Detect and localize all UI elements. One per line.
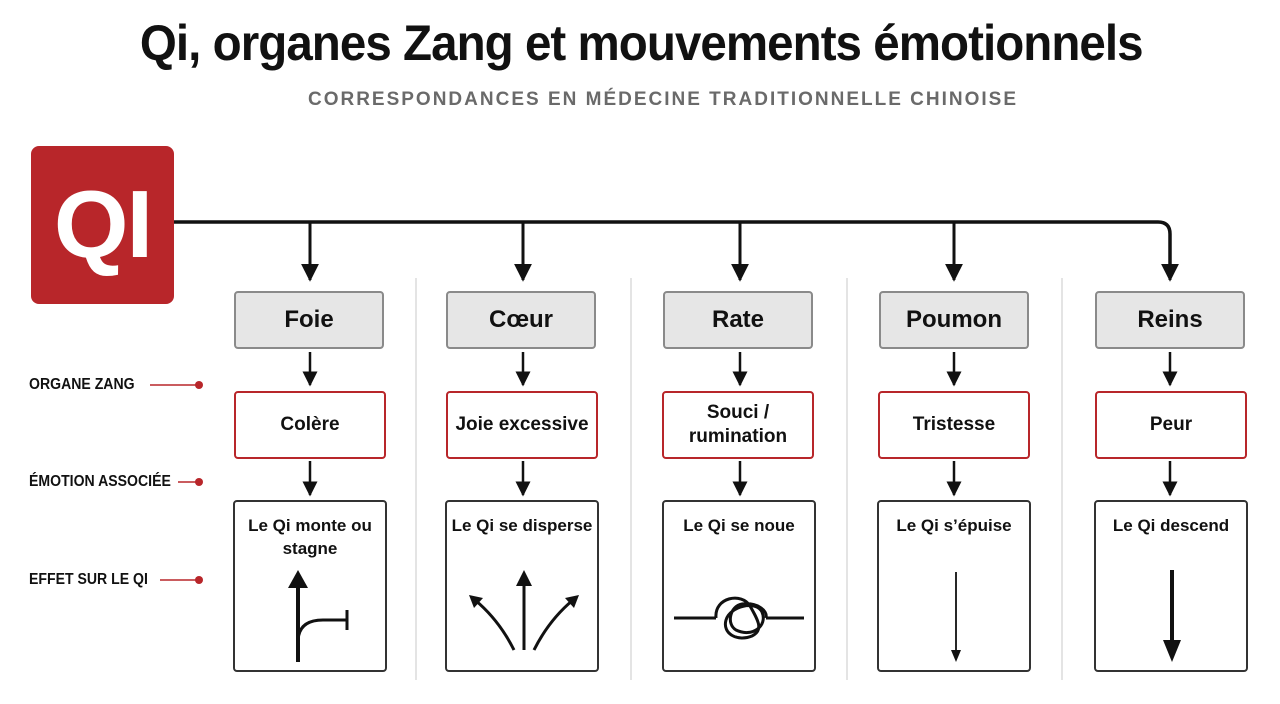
organ-box-reins: Reins — [1095, 291, 1245, 349]
organ-box-foie: Foie — [234, 291, 384, 349]
qi-bus-line — [174, 222, 1170, 268]
row-label-effect: EFFET SUR LE QI — [29, 571, 148, 588]
effect-text: Le Qi s’épuise — [896, 516, 1012, 535]
knot-icon — [664, 502, 818, 674]
effect-box-foie — [233, 500, 387, 672]
effect-box-poumon — [877, 500, 1031, 672]
disperse-arrows-icon — [447, 502, 601, 674]
effect-text: Le Qi descend — [1112, 516, 1230, 535]
thin-down-arrow-icon — [879, 502, 1033, 674]
emotion-box-colere: Colère — [234, 391, 386, 459]
page-subtitle: CORRESPONDANCES EN MÉDECINE TRADITIONNELLE CHINOISE — [307, 89, 1019, 110]
row-pointer-dot — [195, 478, 203, 486]
effect-text: Le Qi se noue — [683, 516, 795, 535]
effect-box-reins — [1094, 500, 1248, 672]
row-pointer-dot — [195, 576, 203, 584]
effect-text: Le Qi se disperse — [451, 516, 593, 535]
effect-box-rate — [662, 500, 816, 672]
row-label-organ: ORGANE ZANG — [29, 376, 135, 393]
down-arrow-icon — [1096, 502, 1250, 674]
organ-box-poumon: Poumon — [879, 291, 1029, 349]
rise-or-block-icon — [235, 502, 389, 674]
page-title: Qi, organes Zang et mouvements émotionnels — [139, 15, 1143, 71]
organ-box-coeur: Cœur — [446, 291, 596, 349]
emotion-box-joie: Joie excessive — [446, 391, 598, 459]
organ-box-rate: Rate — [663, 291, 813, 349]
emotion-box-peur: Peur — [1095, 391, 1247, 459]
emotion-box-souci: Souci / rumination — [662, 391, 814, 459]
row-label-emotion: ÉMOTION ASSOCIÉE — [29, 473, 171, 490]
qi-root-box: QI — [31, 146, 174, 304]
effect-text: Le Qi monte ou stagne — [248, 516, 372, 558]
emotion-box-tristesse: Tristesse — [878, 391, 1030, 459]
effect-box-coeur — [445, 500, 599, 672]
row-pointer-dot — [195, 381, 203, 389]
